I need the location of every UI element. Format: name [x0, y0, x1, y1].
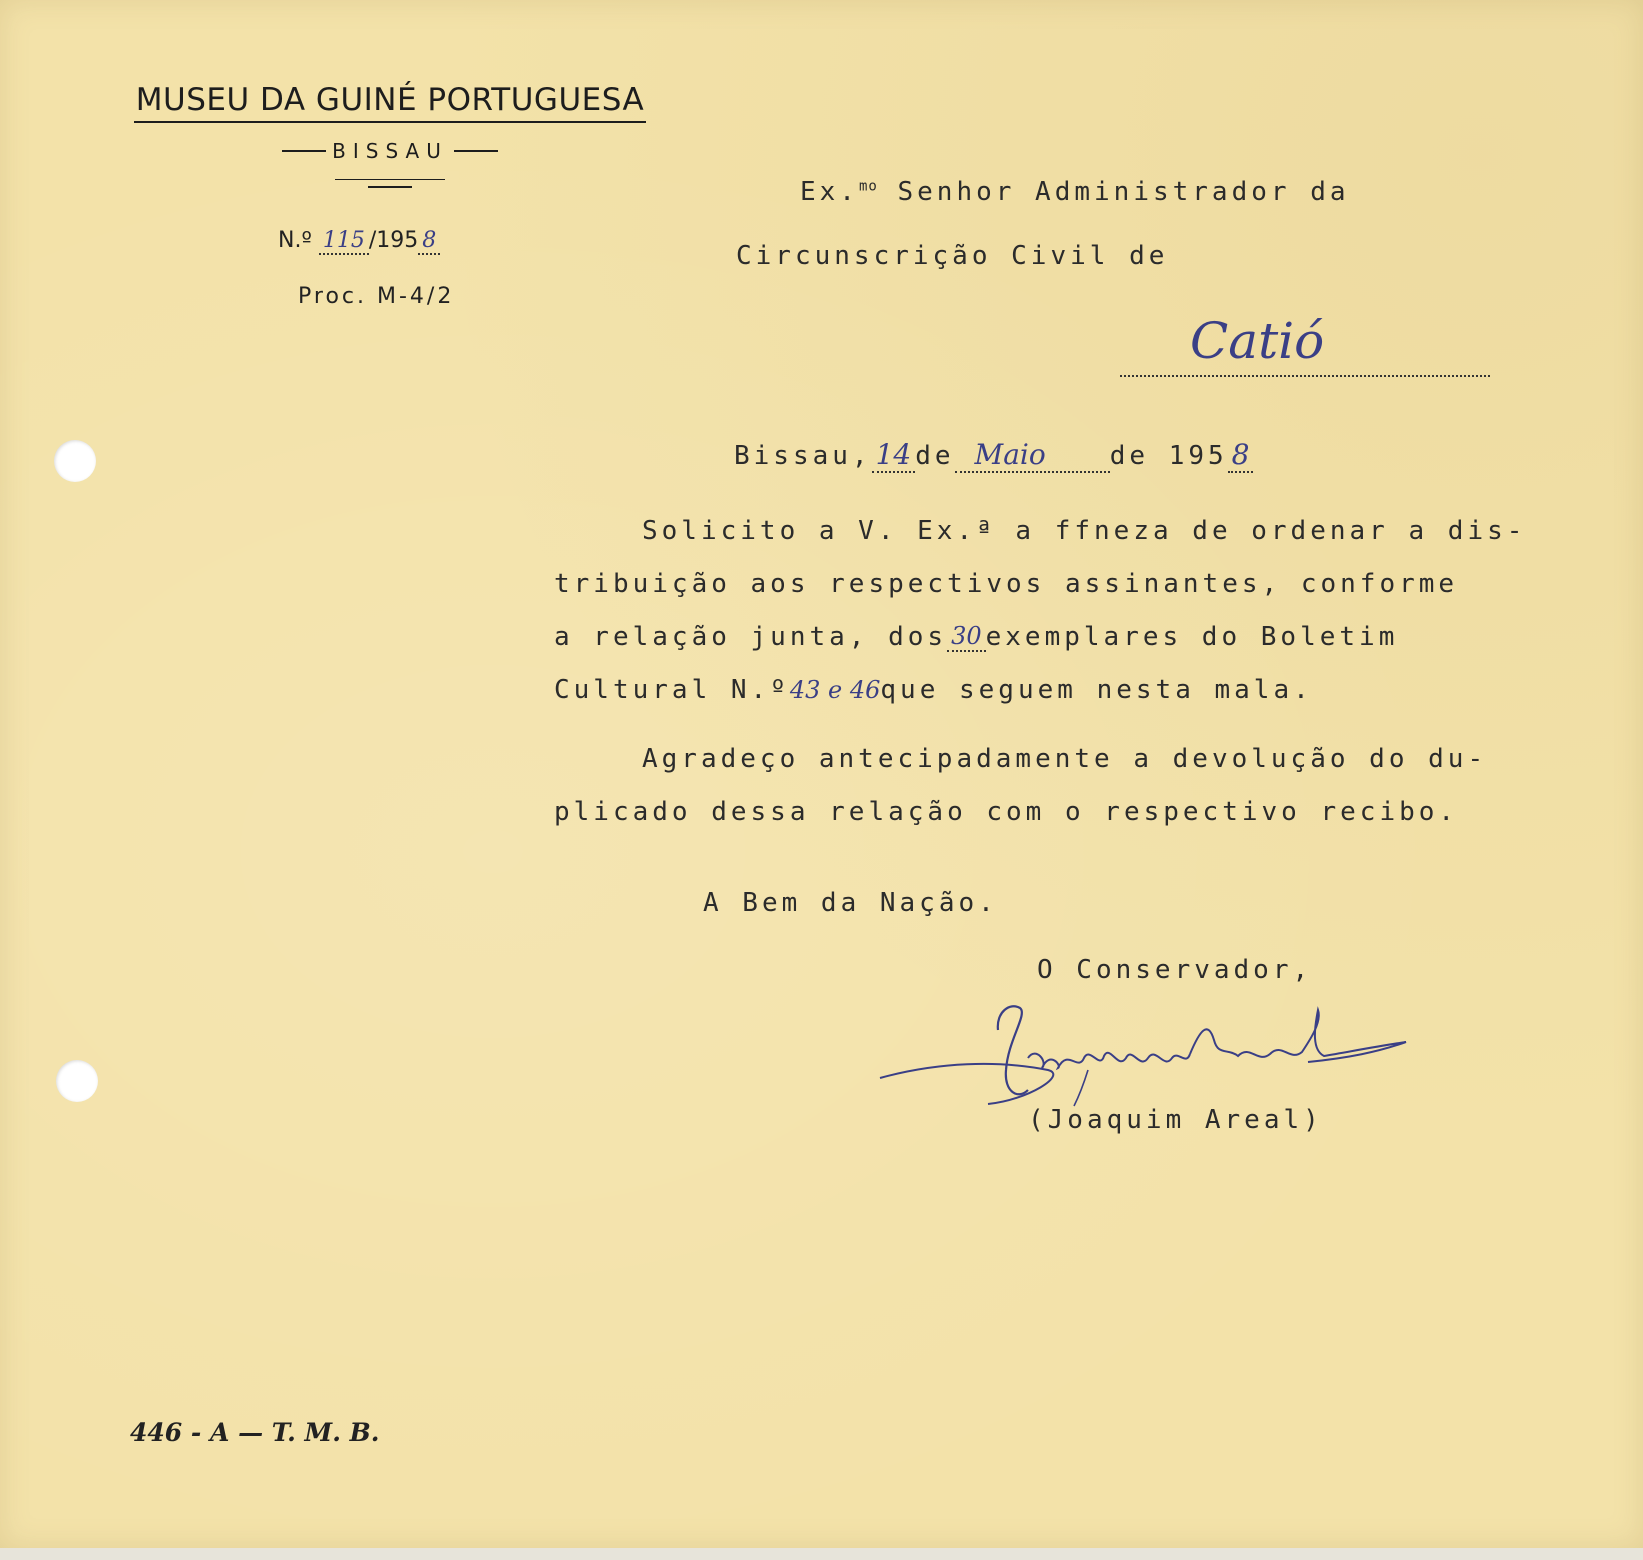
body-line: plicado dessa relação com o respectivo recibo. — [554, 796, 1459, 827]
reference-year-prefix: 195 — [376, 228, 419, 253]
letterhead-city: BISSAU — [332, 139, 448, 163]
letterhead — [134, 82, 646, 188]
signatory-name: (Joaquim Areal) — [1028, 1105, 1323, 1135]
addressee-line-1 — [800, 177, 1350, 207]
form-code: 446 - A — T. M. B. — [130, 1418, 380, 1447]
body-line — [554, 610, 1494, 663]
date-month-handwritten: Maio — [955, 438, 1110, 473]
process-reference: Proc. M-4/2 — [298, 284, 455, 309]
date-year-prefix: 195 — [1168, 441, 1228, 471]
copies-handwritten: 30 — [947, 622, 986, 652]
body-text: exemplares do Boletim — [985, 621, 1399, 652]
decorative-dash — [454, 150, 498, 152]
signoff-title: O Conservador, — [1037, 955, 1313, 985]
body-line: Agradeço antecipadamente a devolução do du- — [642, 743, 1488, 774]
body-line: tribuição aos respectivos assinantes, conforme — [554, 568, 1459, 599]
body-paragraph-2 — [554, 732, 1494, 838]
reference-number: N.º 115 /195 8 — [278, 228, 440, 253]
body-line — [554, 663, 1494, 716]
divider — [335, 179, 445, 180]
addressee-line-2: Circunscrição Civil de — [736, 241, 1169, 271]
reference-number-prefix: N.º — [278, 228, 312, 253]
date-year-handwritten: 8 — [1228, 438, 1254, 473]
museum-name: MUSEU DA GUINÉ PORTUGUESA — [134, 82, 646, 123]
decorative-dash — [282, 150, 326, 152]
issue-numbers-handwritten: 43 e 46 — [789, 675, 881, 704]
body-line: Solicito a V. Ex.ª a ffneza de ordenar a dis- — [642, 515, 1527, 546]
body-text: Cultural N.º — [554, 674, 790, 705]
place-handwritten: Catió — [1190, 312, 1325, 370]
body-text: a relação junta, dos — [554, 621, 948, 652]
letterhead-city-row — [134, 139, 646, 163]
date-line — [734, 438, 1253, 471]
punch-hole — [56, 1060, 98, 1102]
reference-number-handwritten: 115 — [319, 228, 369, 255]
handwritten-signature — [878, 1000, 1418, 1110]
divider — [368, 186, 412, 188]
date-day-handwritten: 14 — [872, 438, 916, 473]
reference-year-handwritten: 8 — [418, 228, 440, 255]
punch-hole — [54, 440, 96, 482]
body-paragraph-1 — [554, 504, 1527, 716]
date-city: Bissau, — [734, 441, 872, 471]
scan-border — [0, 1548, 1643, 1560]
addressee-rest: Senhor Administrador da — [877, 177, 1350, 207]
addressee-prefix: Ex. — [800, 177, 859, 207]
date-connector: de — [915, 441, 955, 471]
closing-salutation: A Bem da Nação. — [703, 888, 998, 918]
body-text: que seguem nesta mala. — [880, 674, 1313, 705]
addressee-superscript: mo — [858, 178, 878, 195]
date-connector: de — [1109, 441, 1150, 471]
